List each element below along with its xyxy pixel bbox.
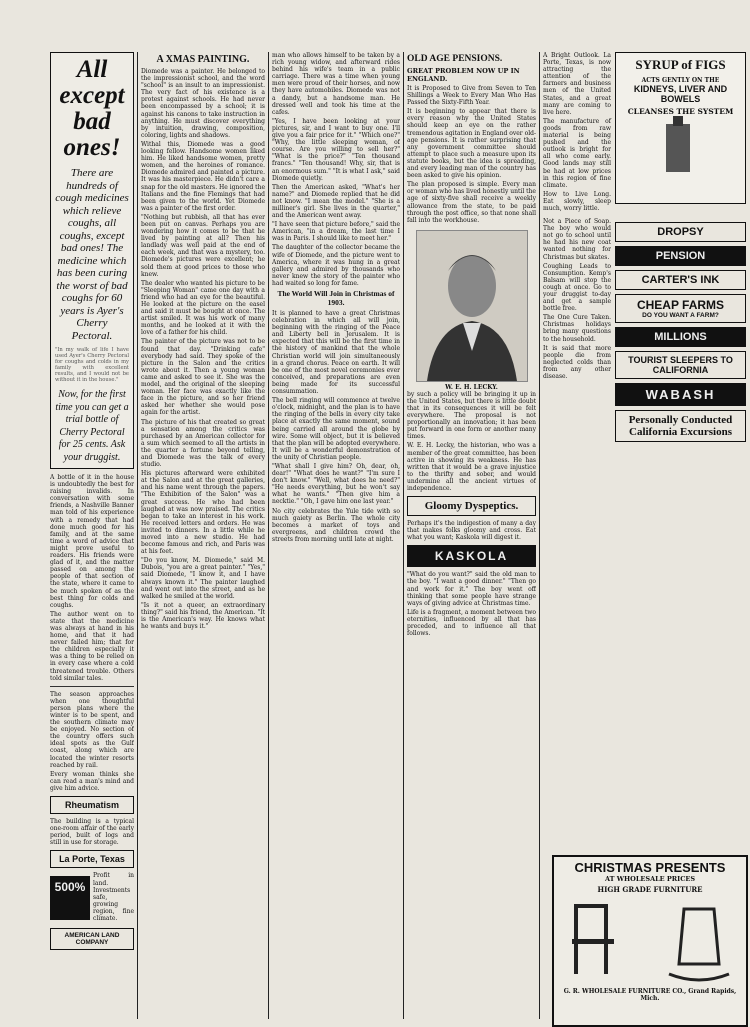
ad-headline: All except bad ones! <box>59 56 125 161</box>
cheap-farms-title: CHEAP FARMS <box>636 298 725 313</box>
syrup-of-figs-ad <box>615 52 746 204</box>
carters-ink-ad: CARTER'S INK <box>615 270 746 290</box>
furniture-sub: HIGH GRADE FURNITURE <box>597 885 703 894</box>
article-text: "I have seen that picture before," said the American, "in a dream, the last time I was in Paris. I should like to meet her." <box>272 221 400 243</box>
article-text: The building is a typical one-room affair of the early period, built of logs and still in use for storage. <box>50 818 134 847</box>
top-row <box>543 52 746 214</box>
personally-conducted-ad: Personally Conducted California Excursions <box>615 410 746 442</box>
christmas-presents-ad <box>552 855 748 1027</box>
christmas-title: CHRISTMAS PRESENTS <box>574 860 726 875</box>
syrup-brand: SYRUP of FIGS <box>635 57 726 72</box>
wabash-ad: WABASH <box>615 383 746 406</box>
percent-row <box>50 872 134 924</box>
la-porte-ad <box>50 850 134 868</box>
article-text: It is Proposed to Give from Seven to Ten Shillings a Week to Every Man Who Has Passed the Sixty-Fifth Year. <box>407 85 536 107</box>
ads-wide <box>615 218 746 446</box>
cheap-farms-ad <box>615 294 746 323</box>
column-rule <box>539 52 540 1019</box>
ayers-ad <box>50 52 134 469</box>
article-text: It is said that more people die from neglected colds than from any other disease. <box>543 344 611 381</box>
ad-tagline: Now, for the first time you can get a trial bottle of Cherry Pectoral for 25 cents. Ask your druggist. <box>55 389 129 463</box>
column-rule <box>137 52 138 1019</box>
tourist-ad: TOURIST SLEEPERS TO CALIFORNIA <box>615 351 746 379</box>
article-text: W. E. H. Lecky, the historian, who was a member of the great committee, has been active in showing its weakness. He has written that it would be a grave injustice to the thrifty and sober, and would undermine all the ancient virtues of independence. <box>407 442 536 492</box>
article-text: The plan proposed is simple. Every man or woman who has lived honestly until the age of sixty-five shall receive a weekly allowance from the state, to be paid through the post office, so that none shall fall into the workhouse. <box>407 181 536 224</box>
percent-badge: 500% <box>50 876 90 920</box>
article-text: "Do you know, M. Diomede," said M. Dubois, "you are a great painter." "Yes," said Diomede, "I know it, and I have always known it." The painter laughed and went out into the street, and as he walked he smiled at the world. <box>141 557 265 600</box>
article-text: Not a Piece of Soap. The boy who would not go to school until he had his new coat wanted nothing for Christmas but skates. <box>543 218 611 261</box>
article-text: Withal this, Diomede was a good looking fellow. Handsome women liked him. He liked handsome women, pretty women, and the heroines of romance. Diomede admired and painted a picture. It was his masterpiece. He didn't care a snap for the old masters. He ignored the Italians and the fine Flemings that had been given to the world. Yet Diomede was a painter of the first order. <box>141 140 265 212</box>
portrait-icon <box>417 231 527 381</box>
article-text: The author went on to state that the medicine was always at hand in his home, and that it had never failed him; that for the children especially it was a thing to be relied on in every case where a cold threatened trouble. Others told similar tales. <box>50 610 134 682</box>
article-text: "What do you want?" said the old man to the boy. "I want a good dinner." "Then go and work for it." The boy went off thinking that some people have strange ways of giving advice at Christmas time. <box>407 571 536 607</box>
article-text: by such a policy will be bringing it up in the United States, but there is little doubt that in its consequences it will be felt everywhere. The proposal is not proportionally an innovation; it has been put forward in one form or another many times. <box>407 390 536 441</box>
article-text: No city celebrates the Yule tide with so much gaiety as Berlin. The whole city becomes a market of toys and evergreens, and children crowd the streets from morning until late at night. <box>272 507 400 543</box>
column-3 <box>272 52 400 1019</box>
article-text: man who allows himself to be taken by a rich young widow, and afterward rides behind his wife's team in a public carriage. There was a time when young men were proud of their horses, and now they have automobiles. Diomede was not a dandy, but a handsome man. He dressed well and took his time at the cafes. <box>272 52 400 116</box>
article-text: A bottle of it in the house is undoubtedly the best for raising invalids. In conversation with some friends, a Nashville Banner man told of his experience with a remedy that had done much good for his family, and at the same time a word of advice that might prove useful to readers. His friends were glad of it, and the matter passed on among the people of that section of the state, where it came to be much spoken of as the best thing for colds and coughs. <box>50 474 134 609</box>
article-text: Then the American asked, "What's her name?" and Diomede replied that he did not know. "I mean the model." "She is a milliner's girl. She lives in the quarter," and the American went away. <box>272 183 400 220</box>
portrait-caption: W. E. H. LECKY. <box>445 383 498 391</box>
ad-testimonial: "In my walk of life I have used Ayer's Cherry Pectoral for coughs and colds in my family with excellent results, and I would not be without it in the house." <box>55 347 129 383</box>
chair-illustration-icon <box>554 894 742 984</box>
cheap-farms-sub: DO YOU WANT A FARM? <box>642 312 719 320</box>
article-text: The painter of the picture was not to be found that day. "Drinking cafe" everybody had said. They spoke of the picture in the Salon and the critics wrote about it. Then a young woman came and asked to see it. She was the model, and the original of the sleeping woman. Her face was exactly like the face in the picture, and so her friend asked her whether she would pose again for the artist. <box>141 338 265 417</box>
article-title: A XMAS PAINTING. <box>156 54 250 65</box>
article-text: The picture of his that created so great a sensation among the critics was purchased by an American collector for a sum which seemed to all the artists in the quarter a fortune beyond telling, and Diomede was the talk of every studio. <box>141 418 265 469</box>
article-text: Profit in land. Investments safe, growing region, fine climate. <box>93 872 134 922</box>
la-porte-title: La Porte, Texas <box>59 854 125 865</box>
article-text: It is beginning to appear that there is every reason why the United States should keep an eye on the rather tremendous agitation in England over old-age pensions. It is rather surprising that any government committee should attempt to place such a measure upon its statute books, but the idea is spreading, and every leading man of the country has been asked to give his opinion. <box>407 108 536 180</box>
article-text: Every woman thinks she can read a man's mind and give him advice. <box>50 770 134 792</box>
syrup-line: ACTS GENTLY ON THE <box>641 77 720 84</box>
portrait-engraving <box>416 230 528 382</box>
syrup-line: CLEANSES THE SYSTEM <box>627 107 734 116</box>
bottle-illustration-icon <box>616 116 740 176</box>
article-text: Coughing Leads to Consumption. Kemp's Balsam will stop the cough at once. Go to your druggist to-day and get a sample bottle free. <box>543 262 611 313</box>
article-text: The dealer who wanted his picture to be "Sleeping Woman" came one day with a friend who had an eye for the beautiful. He looked at the picture on the easel and said it must be bought at once. The artist smiled. It was his work of many months, and he looked at it with the love of a father for his child. <box>141 279 265 337</box>
article-text: "Yes, I have been looking at your pictures, sir, and I want to buy one. I'll give you a fair price for it." "Which one?" "Why, the little sleeping woman, of course. Are you willing to sell her?" "What is the price?" "Ten thousand francs." "Ten thousand! Why, sir, that is an enormous sum." "It is what I ask," said Diomede quietly. <box>272 117 400 182</box>
ad-body: There are hundreds of cough medicines which relieve coughs, all coughs, except bad ones! The medicine which has been curing the worst of bad coughs for 60 years is Ayer's Cherry Pectoral. <box>55 167 129 342</box>
column-2 <box>141 52 265 1019</box>
rheumatism-ad <box>50 796 134 814</box>
christmas-sub: AT WHOLESALE PRICES <box>604 875 696 883</box>
column-4 <box>407 52 536 1019</box>
column-rule <box>268 52 269 1019</box>
article-text: "What shall I give him? Oh, dear, oh, dear!" "What does he want?" "I'm sure I don't know." "Well, what does he need?" "He needs everything, but he won't say what he wants." "Then give him a necktie." "Oh, I gave him one last year." <box>272 462 400 506</box>
article-text: His pictures afterward were exhibited at the Salon and at the great galleries, and his name went through the papers. "The Exhibition of the Salon" was a great success. He who had been laughed at was now praised. The critics began to take an interest in his work. He received letters and orders. He was invited to dinners. In a little while he moved into a new studio. He had become famous and rich, and Paris was at his feet. <box>141 470 265 556</box>
article-text: "Is it not a queer, an extraordinary thing?" said his friend, the American. "It is the American's way. He knows what he wants and buys it." <box>141 601 265 631</box>
article-text: Life is a fragment, a moment between two eternities, influenced by all that has preceded, and to influence all that follows. <box>407 608 536 638</box>
article-text: The bell ringing will commence at twelve o'clock, midnight, and the plan is to have the ringing of the bells in every city take place at exactly the same moment, sound being carried all around the globe by wire. Some will object, but it is believed that the plan will be adopted everywhere. It will be a wonderful demonstration of the unity of Christian people. <box>272 397 400 461</box>
ads-narrow <box>543 52 611 214</box>
section-title: The World Will Join in Christmas of 1903. <box>277 289 395 307</box>
article-text: How to Live Long. Eat slowly, sleep much, worry little. <box>543 190 611 212</box>
gloomy-ad: Gloomy Dyspeptics. <box>407 496 536 516</box>
ads-narrow <box>543 218 611 446</box>
dropsy-ad: DROPSY <box>615 222 746 242</box>
middle-row <box>543 218 746 446</box>
article-subtitle: GREAT PROBLEM NOW UP IN ENGLAND. <box>407 67 520 83</box>
syrup-line: KIDNEYS, LIVER AND BOWELS <box>633 84 728 104</box>
article-title: OLD AGE PENSIONS. <box>407 54 503 64</box>
millions-ad: MILLIONS <box>615 327 746 347</box>
article-text: Perhaps it's the indigestion of many a day that makes folks gloomy and cross. Eat what you want; Kaskola will digest it. <box>407 520 536 542</box>
rheumatism-title: Rheumatism <box>64 800 119 811</box>
article-text: It is planned to have a great Christmas celebration in which all will join, beginning with the ringing of the Peace and Liberty bell in Jerusalem. It is expected that this will be the first time in the history of mankind that the whole Christian world will join simultaneously in a grand chorus. Peace on earth. It will be one of the most novel ceremonies ever conceived, and preparations are even being made for its successful consummation. <box>272 310 400 396</box>
article-text: The daughter of the collector became the wife of Diomede, and the picture went to America, where it was hung in a great gallery and admired by thousands who never knew the story of the painter who had waited so long for fame. <box>272 244 400 287</box>
kaskola-ad: KASKOLA <box>407 545 536 567</box>
furniture-company: G. R. WHOLESALE FURNITURE CO., Grand Rapids, Mich. <box>563 988 737 1002</box>
column-1 <box>50 52 134 1019</box>
column-rule <box>403 52 404 1019</box>
divider <box>50 686 134 687</box>
land-co: AMERICAN LAND COMPANY <box>50 928 134 950</box>
article-text: "Nothing but rubbish, all that has ever been put on canvas. Perhaps you are wondering how it comes to be that he lived by painting at all? Then his landlady was well paid at the end of each week, and that was a mystery, too. Diomede's pictures were excellent; he sold them at good prices to those who knew. <box>141 213 265 278</box>
article-text: The One Cure Taken. Christmas holidays bring many questions to the household. <box>543 314 611 343</box>
pension-ad: PENSION <box>615 246 746 266</box>
article-text: Diomede was a painter. He belonged to the impressionist school, and the word "school" is an insult to an impressionist. The very fact of his existence is a protest against schools. He had never been encompassed by a school; it is against his canons to take instruction in anything. He must discover everything by intuition, drawing, composition, coloring, lights and shadows. <box>141 68 265 139</box>
article-text: A Bright Outlook. La Porte, Texas, is now attracting the attention of the farmers and business men of the United States, and a great many are coming to live here. <box>543 52 611 116</box>
article-text: The season approaches when one thoughtful person plans where the winter is to be spent, and the southern climate may be enjoyed. No section of the country offers such ideal spots as the Gulf coast, along which are located the winter resorts reached by rail. <box>50 690 134 769</box>
article-text: The manufacture of goods from raw material is being pushed and the outlook is bright for all who come early. Good lands may still be had at low prices in this region of fine climate. <box>543 117 611 189</box>
